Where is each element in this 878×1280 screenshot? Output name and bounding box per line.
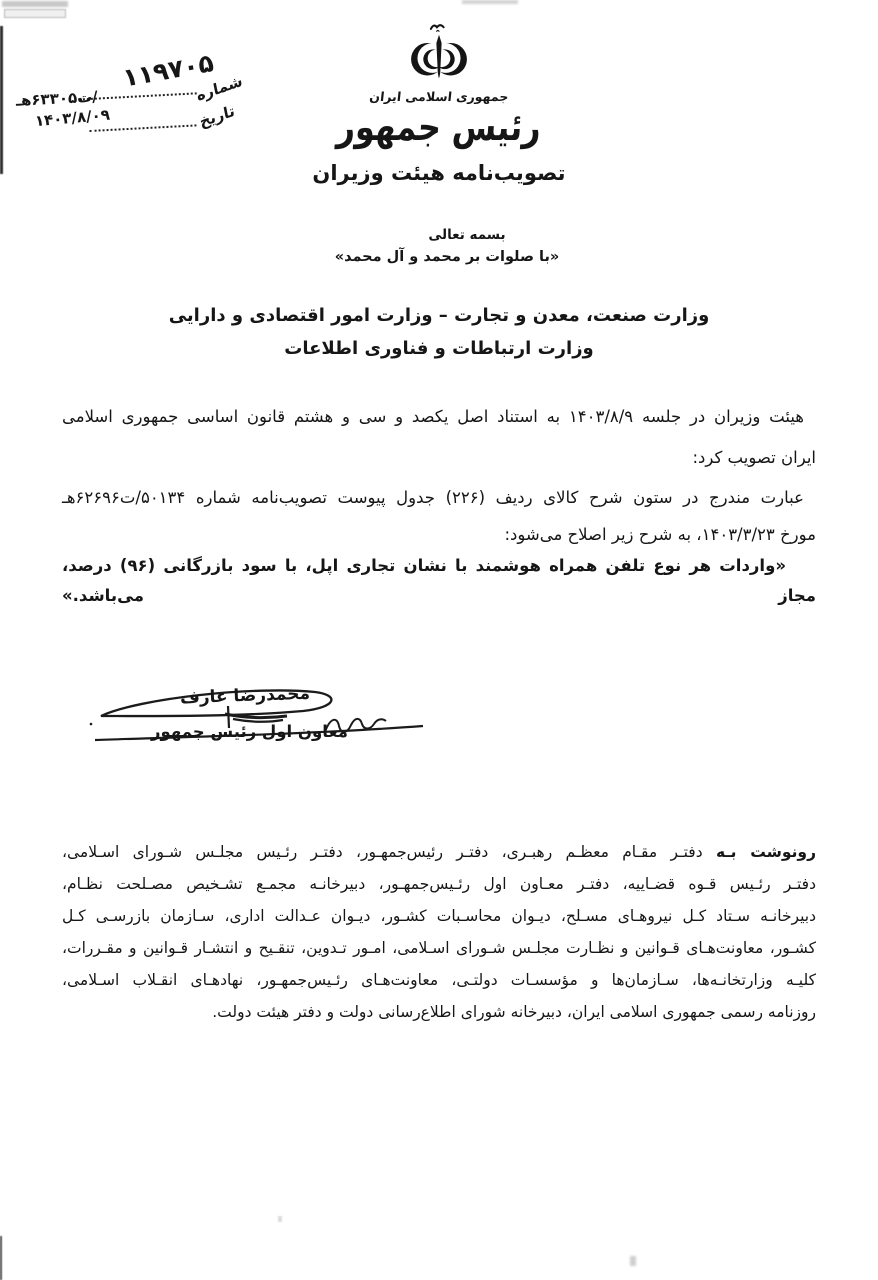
document-type-title: تصویب‌نامه هیئت وزیران <box>312 161 566 185</box>
addressee-line-2: وزارت ارتباطات و فناوری اطلاعات <box>284 338 594 359</box>
scan-smudge-top <box>462 0 518 4</box>
number-label: شماره <box>195 71 244 105</box>
bismillah-line: بسمه تعالی <box>428 227 506 243</box>
date-value: ۱۴۰۳/۸/۰۹ <box>34 105 111 131</box>
country-name: جمهوری اسلامی ایران <box>368 89 510 104</box>
reference-stamp-block <box>6 50 248 150</box>
signatory-title: معاون اول رئیس جمهور <box>151 722 348 741</box>
date-label: تاریخ <box>197 101 236 132</box>
scan-artifact-topleft <box>2 1 68 7</box>
distribution-line-5: کلیـه وزارتخانـه‌ها، سـازمان‌ها و مؤسسـات دولتـی، معاونت‌هـای رئـیس‌جمهـور، نهادهـای انقـلاب اسـلامی، <box>62 971 816 989</box>
body-paragraph1-line1: هیئت وزیران در جلسه ۱۴۰۳/۸/۹ به استناد اصل یکصد و سی و هشتم قانون اساسی جمهوری اسلامی <box>62 407 804 426</box>
office-title-calligraphy: رئیس جمهور <box>335 104 543 150</box>
body-paragraph1-line2: ایران تصویب کرد: <box>692 448 816 467</box>
signature-block <box>85 650 430 762</box>
distribution-list <box>62 836 816 1028</box>
scan-edge-line-lower <box>0 1236 2 1280</box>
signatory-name: محمدرضا عارف <box>179 683 311 709</box>
addressee-line-1: وزارت صنعت، معدن و تجارت – وزارت امور اقتصادی و دارایی <box>168 305 710 326</box>
addressee-ministries <box>0 299 878 365</box>
salutation-line: «با صلوات بر محمد و آل محمد» <box>334 249 560 265</box>
distribution-line-6: روزنامه رسمی جمهوری اسلامی ایران، دبیرخانه شورای اطلاع‌رسانی دولت و دفتر هیئت دولت. <box>212 1003 816 1021</box>
body-paragraph2-line1: عبارت مندرج در ستون شرح کالای ردیف (۲۲۶) جدول پیوست تصویب‌نامه شماره ۵۰۱۳۴/ت۶۲۶۹۶هـ <box>62 488 804 507</box>
distribution-line-2: دفتـر رئـیس قـوه قضـاییه، دفتـر معـاون اول رئـیس‌جمهـور، دبیرخانـه مجمـع تشـخیص مصـلحت نظـام، <box>62 875 816 893</box>
distribution-line-1 <box>62 836 816 868</box>
scan-artifact-topleft-box <box>4 9 66 18</box>
scan-speck <box>278 1216 282 1222</box>
number-code: /ت۶۳۳۰۵هـ <box>15 87 99 110</box>
distribution-line-4: کشـور، معاونت‌هـای قـوانین و نظـارت مجلـس شـورای اسـلامی، امـور تـدوین، تنقـیح و انتشـار قـوانین و مقـررات، <box>62 939 816 957</box>
amendment-quote-line: «واردات هر نوع تلفن همراه هوشمند با نشان تجاری اپل، با سود بازرگانی (۹۶) درصد، مجاز می‌باشد.» <box>62 556 816 605</box>
stamped-number: ۱۱۹۷۰۵ <box>121 48 217 93</box>
iran-emblem-icon <box>409 22 469 86</box>
scan-speck <box>630 1256 636 1266</box>
distribution-line-1-text: دفتـر مقـام معظـم رهبـری، دفتـر رئیس‌جمهـور، دفتـر رئـیس مجلـس شـورای اسـلامی، <box>62 843 703 861</box>
body-paragraph2-line2: مورخ ۱۴۰۳/۳/۲۳، به شرح زیر اصلاح می‌شود: <box>504 525 816 544</box>
distribution-lead: رونوشت بـه <box>715 843 816 861</box>
distribution-line-3: دبیرخانـه سـتاد کـل نیروهـای مسـلح، دیـوان محاسـبات کشـور، دیـوان عـدالت اداری، سـازمان بازرسـی کـل <box>62 907 816 925</box>
signature-flourish-icon <box>85 650 430 762</box>
